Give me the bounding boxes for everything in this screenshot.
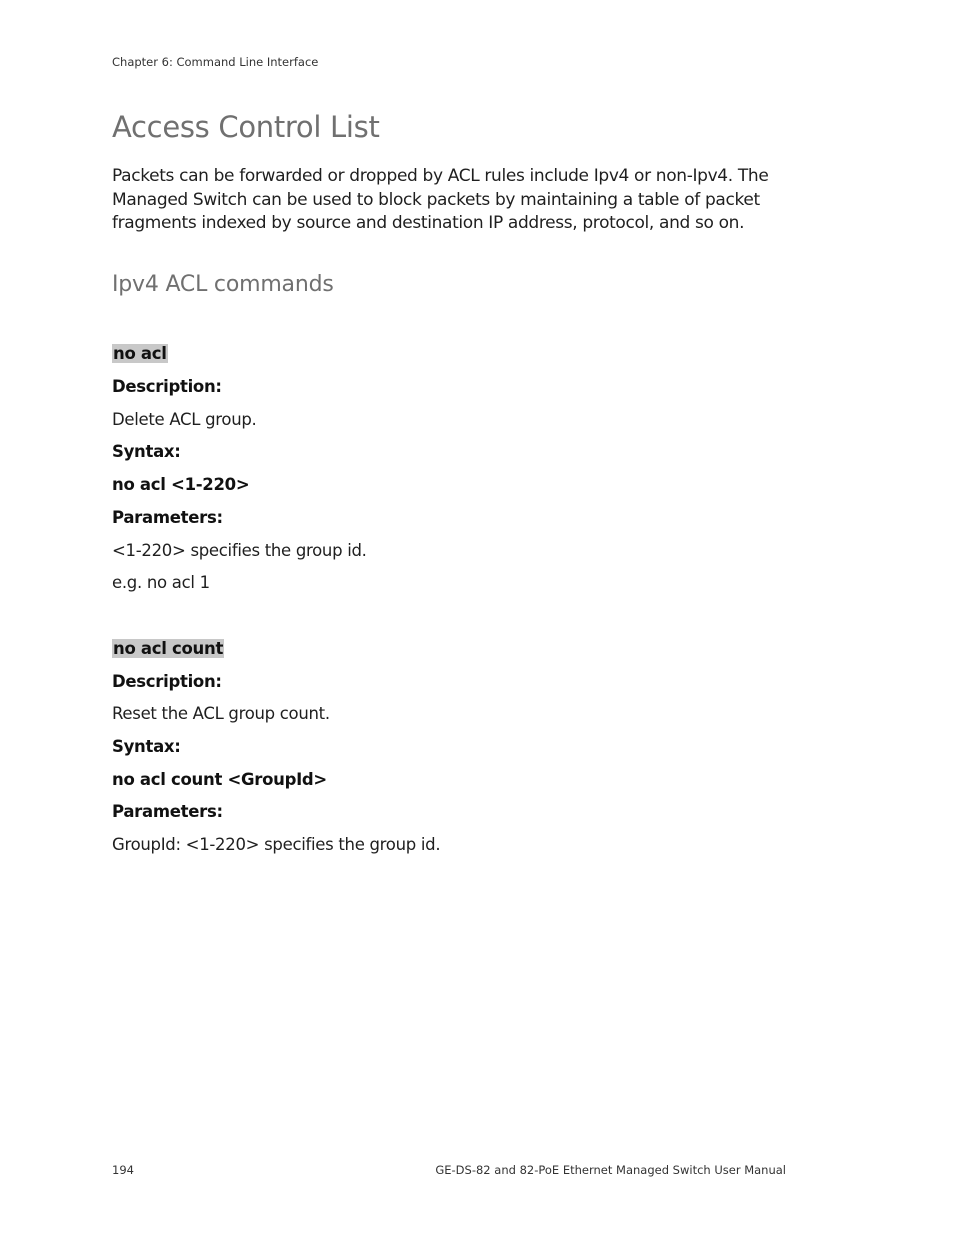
command-name-no-acl (112, 343, 168, 365)
parameters-text: GroupId: <1-220> specifies the group id. (112, 835, 441, 854)
syntax-label: Syntax: (112, 442, 181, 461)
parameters-label: Parameters: (112, 508, 223, 527)
command-name: no acl (113, 344, 167, 363)
page-title: Access Control List (112, 110, 380, 144)
syntax-text: no acl count <GroupId> (112, 770, 327, 789)
section-title: Ipv4 ACL commands (112, 272, 334, 297)
parameters-text: <1-220> specifies the group id. (112, 541, 367, 560)
description-label: Description: (112, 672, 222, 691)
parameters-label: Parameters: (112, 802, 223, 821)
syntax-text: no acl <1-220> (112, 475, 250, 494)
chapter-header: Chapter 6: Command Line Interface (112, 55, 319, 69)
description-text: Delete ACL group. (112, 410, 257, 429)
page-number: 194 (112, 1163, 134, 1177)
syntax-label: Syntax: (112, 737, 181, 756)
example-text: e.g. no acl 1 (112, 573, 210, 592)
description-text: Reset the ACL group count. (112, 704, 330, 723)
manual-title: GE-DS-82 and 82-PoE Ethernet Managed Switch User Manual (435, 1163, 786, 1177)
description-label: Description: (112, 377, 222, 396)
intro-paragraph: Packets can be forwarded or dropped by ACL rules include Ipv4 or non-Ipv4. The Managed Switch can be used to block packets by maintaining a table of packet fragments indexed by source and destination IP address, protocol, and so on. (112, 166, 769, 233)
command-name-no-acl-count (112, 638, 224, 660)
command-name: no acl count (113, 639, 224, 658)
